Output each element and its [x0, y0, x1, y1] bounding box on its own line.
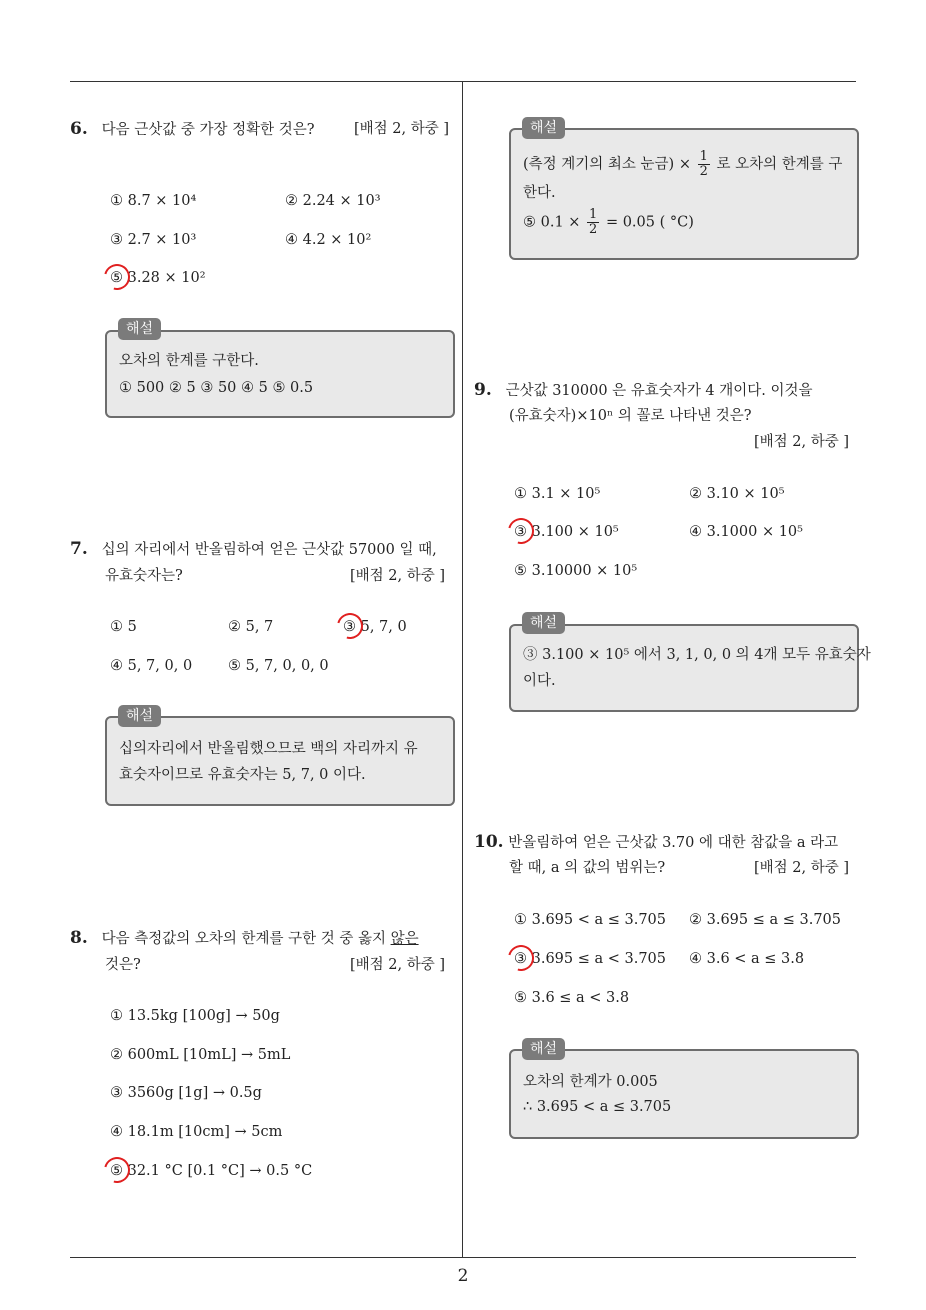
option-2[interactable]: ② 2.24 × 10³ — [285, 193, 381, 209]
option-3[interactable]: ③ 2.7 × 10³ — [110, 232, 197, 248]
option-5[interactable]: ⑤ 3.10000 × 10⁵ — [514, 563, 638, 579]
solution-text: (측정 계기의 최소 눈금) × — [523, 156, 691, 173]
solution-text: 로 오차의 한계를 구 — [716, 156, 843, 173]
solution-box — [105, 330, 455, 418]
question-number: 9. — [474, 380, 492, 400]
solution-line: 오차의 한계를 구한다. — [119, 353, 259, 369]
solution-line: ① 500 ② 5 ③ 50 ④ 5 ⑤ 0.5 — [119, 380, 314, 396]
top-rule — [70, 81, 856, 82]
option-3[interactable]: ③ 5, 7, 0 — [343, 619, 407, 635]
question-score: [배점 2, 하중 ] — [754, 434, 850, 450]
solution-line: ∴ 3.695 < a ≤ 3.705 — [523, 1099, 672, 1115]
question-number: 7. — [70, 539, 88, 559]
answer-circle-mark — [99, 259, 135, 295]
solution-line: 오차의 한계가 0.005 — [523, 1074, 658, 1090]
page-number: 2 — [457, 1266, 469, 1286]
option-1[interactable]: ① 8.7 × 10⁴ — [110, 193, 197, 209]
solution-tag: 해설 — [522, 1038, 565, 1060]
option-1[interactable]: ① 5 — [110, 619, 137, 635]
option-4[interactable]: ④ 4.2 × 10² — [285, 232, 372, 248]
question-text: 십의 자리에서 반올림하여 얻은 근삿값 57000 일 때, — [101, 542, 437, 558]
answer-circle-mark — [332, 608, 368, 644]
question-number: 6. — [70, 119, 88, 139]
solution-text: ⑤ 0.1 × — [523, 214, 581, 231]
solution-line: 효숫자이므로 유효숫자는 5, 7, 0 이다. — [119, 767, 366, 783]
question-text: 반올림하여 얻은 근삿값 3.70 에 대한 참값을 a 라고 — [508, 835, 839, 851]
question-number: 10. — [474, 832, 504, 852]
question-text-line2: 것은? — [105, 957, 141, 973]
option-5[interactable]: ⑤ 3.28 × 10² — [110, 270, 206, 286]
solution-line: 한다. — [523, 185, 556, 201]
option-2[interactable]: ② 600mL [10mL] → 5mL — [110, 1047, 291, 1063]
solution-box — [105, 716, 455, 806]
fraction-one-half: $\frac{1}{2}$ — [589, 207, 598, 237]
answer-circle-mark — [99, 1152, 135, 1188]
option-5[interactable]: ⑤ 5, 7, 0, 0, 0 — [228, 658, 329, 674]
option-2[interactable]: ② 5, 7 — [228, 619, 274, 635]
solution-line: 십의자리에서 반올림했으므로 백의 자리까지 유 — [119, 741, 418, 757]
solution-line: 이다. — [523, 673, 556, 689]
question-score: [배점 2, 하중 ] — [754, 860, 850, 876]
solution-box — [509, 128, 859, 260]
option-1[interactable]: ① 3.1 × 10⁵ — [514, 486, 601, 502]
option-4[interactable]: ④ 18.1m [10cm] → 5cm — [110, 1124, 283, 1140]
question-text: 다음 근삿값 중 가장 정확한 것은? — [101, 122, 315, 138]
solution-tag: 해설 — [118, 318, 161, 340]
option-3[interactable]: ③ 3.100 × 10⁵ — [514, 524, 619, 540]
solution-tag: 해설 — [118, 705, 161, 727]
emphasis-not: 않은 — [390, 931, 419, 947]
question-text: 다음 측정값의 오차의 한계를 구한 것 중 옳지 — [101, 931, 391, 947]
option-1[interactable]: ① 3.695 < a ≤ 3.705 — [514, 912, 667, 928]
solution-line: ③ 3.100 × 10⁵ 에서 3, 1, 0, 0 의 4개 모두 유효숫자 — [523, 647, 871, 663]
answer-circle-mark — [503, 513, 539, 549]
question-score: [배점 2, 하중 ] — [354, 121, 450, 137]
bottom-rule — [70, 1257, 856, 1258]
question-text: 근삿값 310000 은 유효숫자가 4 개이다. 이것을 — [505, 383, 813, 399]
solution-tag: 해설 — [522, 612, 565, 634]
question-text-line2: 할 때, a 의 값의 범위는? — [509, 860, 666, 876]
option-3[interactable]: ③ 3.695 ≤ a < 3.705 — [514, 951, 667, 967]
solution-text: = 0.05 ( °C) — [605, 214, 694, 231]
question-number: 8. — [70, 928, 88, 948]
option-5[interactable]: ⑤ 3.6 ≤ a < 3.8 — [514, 990, 630, 1006]
option-4[interactable]: ④ 5, 7, 0, 0 — [110, 658, 193, 674]
answer-circle-mark — [503, 940, 539, 976]
question-score: [배점 2, 하중 ] — [350, 957, 446, 973]
option-1[interactable]: ① 13.5kg [100g] → 50g — [110, 1008, 280, 1024]
solution-box — [509, 624, 871, 712]
option-2[interactable]: ② 3.695 ≤ a ≤ 3.705 — [689, 912, 842, 928]
option-4[interactable]: ④ 3.6 < a ≤ 3.8 — [689, 951, 805, 967]
option-4[interactable]: ④ 3.1000 × 10⁵ — [689, 524, 803, 540]
solution-box — [509, 1049, 859, 1139]
question-text-line2: (유효숫자)×10ⁿ 의 꼴로 나타낸 것은? — [509, 408, 752, 424]
question-score: [배점 2, 하중 ] — [350, 568, 446, 584]
column-divider — [462, 82, 463, 1257]
fraction-one-half: $\frac{1}{2}$ — [699, 149, 708, 179]
option-5[interactable]: ⑤ 32.1 °C [0.1 °C] → 0.5 °C — [110, 1163, 313, 1179]
question-text-line2: 유효숫자는? — [105, 568, 183, 584]
option-2[interactable]: ② 3.10 × 10⁵ — [689, 486, 785, 502]
option-3[interactable]: ③ 3560g [1g] → 0.5g — [110, 1085, 262, 1101]
solution-tag: 해설 — [522, 117, 565, 139]
